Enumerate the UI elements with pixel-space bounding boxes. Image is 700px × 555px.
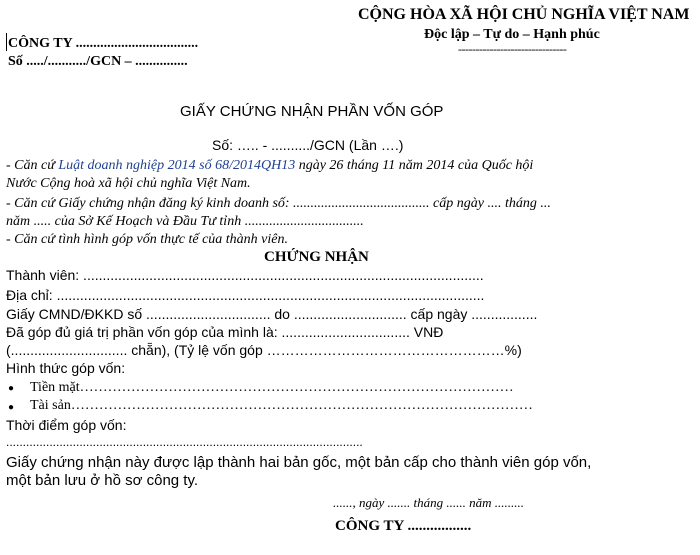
contribution-time-dots: ...........................................................................................................: [6, 435, 363, 449]
motto: Độc lập – Tự do – Hạnh phúc: [424, 27, 600, 42]
motto-rule: -------------------------------: [458, 42, 567, 56]
document-number: Số ...../.........../GCN – ...............: [8, 54, 188, 69]
member-field: Thành viên: .......................................................................................................: [6, 267, 484, 283]
text-cursor: [6, 33, 7, 51]
address-field: Địa chỉ: ..............................................................................................................: [6, 287, 485, 303]
bullet-icon: ●: [8, 402, 15, 413]
page-title: GIẤY CHỨNG NHẬN PHẦN VỐN GÓP: [180, 103, 444, 120]
contribution-form-label: Hình thức góp vốn:: [6, 360, 126, 376]
basis-contribution-line: - Căn cứ tình hình góp vốn thực tế của thành viên.: [6, 232, 288, 247]
closing-line-1: Giấy chứng nhận này được lập thành hai bản gốc, một bản cấp cho thành viên góp vốn,: [6, 454, 592, 471]
republic-heading: CỘNG HÒA XÃ HỘI CHỦ NGHĨA VIỆT NAM: [358, 6, 690, 23]
basis-registration-line-2: năm ..... của Sở Kế Hoạch và Đầu Tư tỉnh ..................................: [6, 214, 364, 229]
basis-law-suffix: ngày 26 tháng 11 năm 2014 của Quốc hội: [295, 158, 534, 173]
company-heading: CÔNG TY ...................................: [8, 36, 199, 51]
cash-field: Tiền mặt…………………………………………………………………………………: [30, 380, 514, 395]
id-field: Giấy CMND/ĐKKD số ................................ do ............................. cấp ngày .................: [6, 306, 538, 322]
contribution-time-label: Thời điểm góp vốn:: [6, 417, 127, 433]
amount-in-words-field: (.............................. chẵn), (Tỷ lệ vốn góp ……………………………………………%): [6, 342, 522, 358]
law-link[interactable]: Luật doanh nghiệp 2014 số 68/2014QH13: [58, 158, 296, 173]
assets-field: Tài sản………………………………………………………………………………………: [30, 398, 533, 413]
basis-law-line: [6, 158, 533, 174]
contributed-value-field: Đã góp đủ giá trị phần vốn góp của mình là: ................................. VNĐ: [6, 324, 444, 340]
section-heading: CHỨNG NHẬN: [264, 249, 369, 265]
bullet-icon: ●: [8, 383, 15, 394]
basis-law-line-2: Nước Cộng hoà xã hội chủ nghĩa Việt Nam.: [6, 176, 251, 191]
date-line: ......, ngày ....... tháng ...... năm .........: [333, 495, 525, 510]
closing-line-2: một bản lưu ở hồ sơ công ty.: [6, 472, 199, 489]
certificate-number: Số: ….. - ........../GCN (Lần ….): [212, 137, 404, 153]
signature-company: CÔNG TY .................: [335, 518, 472, 534]
basis-registration-line-1: - Căn cứ Giấy chứng nhận đăng ký kinh doanh số: ....................................... cấp ngày .... tháng ...: [6, 196, 551, 211]
basis-law-prefix: - Căn cứ: [6, 158, 59, 173]
